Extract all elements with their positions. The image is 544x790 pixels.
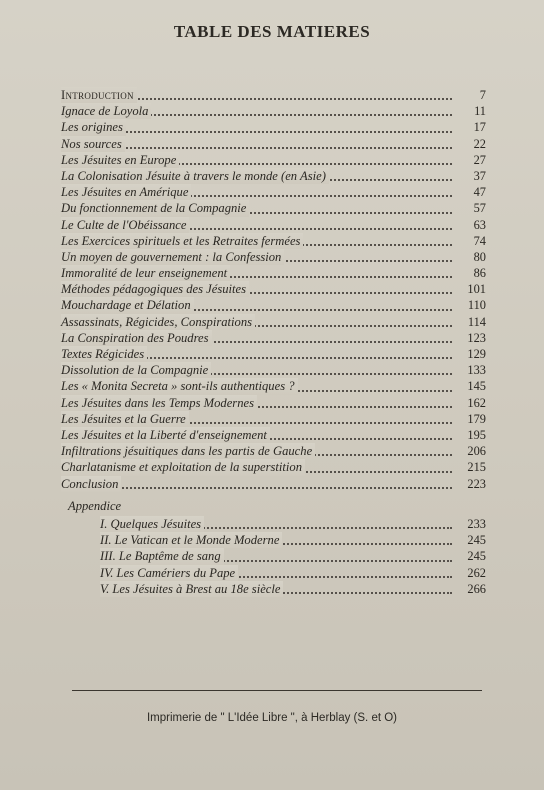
toc-entry-page: 110 [467, 298, 486, 313]
toc-entry [61, 362, 486, 378]
toc-entry-title: Les Jésuites et la Liberté d'enseignement [61, 427, 270, 443]
toc-entry [61, 87, 486, 103]
toc-entry-title: La Colonisation Jésuite à travers le monde (en Asie) [61, 168, 329, 184]
appendix-list [100, 516, 486, 597]
toc-entry-title: Introduction [61, 87, 137, 103]
appendix-entry-title: I. Quelques Jésuites [100, 516, 204, 532]
appendix-entry-page: 245 [467, 549, 486, 564]
toc-entry-page: 101 [467, 282, 486, 297]
toc-entry [61, 119, 486, 135]
toc-entry-title: Les origines [61, 119, 126, 135]
toc-entry-title: Du fonctionnement de la Compagnie [61, 200, 249, 216]
toc-entry [61, 281, 486, 297]
toc-entry-title: Les Jésuites en Europe [61, 152, 179, 168]
toc-entry [61, 395, 486, 411]
toc-entry-title: Les Exercices spirituels et les Retraites fermées [61, 233, 303, 249]
toc-entry [61, 217, 486, 233]
toc-entry [61, 346, 486, 362]
appendix-entry-page: 266 [467, 581, 486, 596]
toc-entry [61, 184, 486, 200]
printer-imprint: Imprimerie de " L'Idée Libre ", à Herblay (S. et O) [146, 712, 398, 724]
toc-entry-page: 129 [467, 347, 486, 361]
toc-entry-title: Dissolution de la Compagnie [61, 362, 211, 378]
page-title: TABLE DES MATIERES [173, 22, 371, 41]
toc-entry-page: 57 [473, 201, 486, 216]
footer-rule [72, 690, 482, 691]
toc-entry-title: Les Jésuites dans les Temps Modernes [61, 395, 257, 411]
toc-entry [61, 330, 486, 346]
toc-entry-page: 114 [467, 314, 486, 329]
toc-entry-title: Conclusion [61, 476, 121, 492]
toc-entry-page: 133 [467, 363, 486, 378]
toc-entry-page: 27 [473, 152, 486, 167]
toc-entry-page: 80 [473, 249, 486, 264]
toc-entry-page: 74 [473, 233, 486, 248]
appendix-entry [100, 548, 486, 564]
appendix-entry-title: V. Les Jésuites à Brest au 18e siècle [100, 581, 283, 597]
toc-entry-page: 22 [473, 136, 486, 151]
toc-entry-title: Le Culte de l'Obéissance [61, 217, 189, 233]
toc-entry-page: 123 [467, 330, 486, 345]
toc-entry-page: 11 [474, 104, 486, 119]
toc-entry-title: Méthodes pédagogiques des Jésuites [61, 281, 249, 297]
toc-entry [61, 476, 486, 492]
appendix-entry-title: II. Le Vatican et le Monde Moderne [100, 532, 282, 548]
toc-entry [61, 443, 486, 459]
toc-entry-page: 17 [473, 120, 486, 135]
toc-entry-title: Nos sources [61, 136, 125, 152]
toc-entry-page: 215 [467, 460, 486, 475]
appendix-entry [100, 565, 486, 581]
appendix-heading: Appendice [68, 499, 122, 513]
toc-entry-page: 47 [473, 185, 486, 200]
toc-entry-title: Mouchardage et Délation [61, 297, 194, 313]
toc-entry-title: La Conspiration des Poudres [61, 330, 212, 346]
toc-entry-title: Textes Régicides [61, 346, 147, 362]
toc-entry-page: 179 [467, 411, 486, 426]
appendix-entry [100, 532, 486, 548]
toc-entry-title: Ignace de Loyola [61, 103, 151, 119]
toc-entry [61, 314, 486, 330]
toc-entry-title: Assassinats, Régicides, Conspirations [61, 314, 255, 330]
appendix-entry [100, 516, 486, 532]
appendix-entry-title: III. Le Baptême de sang [100, 548, 224, 564]
toc-entry-page: 7 [479, 88, 486, 102]
toc-entry [61, 411, 486, 427]
toc-entry [61, 200, 486, 216]
toc-entry [61, 103, 486, 119]
toc-entry [61, 152, 486, 168]
table-of-contents [61, 87, 486, 492]
toc-entry-page: 206 [467, 444, 486, 459]
toc-entry [61, 459, 486, 475]
toc-entry [61, 427, 486, 443]
toc-entry-title: Immoralité de leur enseignement [61, 265, 230, 281]
toc-entry [61, 233, 486, 249]
toc-entry-page: 37 [473, 168, 486, 183]
appendix-entry-page: 233 [467, 517, 486, 531]
toc-entry-page: 86 [473, 266, 486, 281]
toc-entry-page: 162 [467, 395, 486, 410]
toc-entry-title: Les Jésuites en Amérique [61, 184, 191, 200]
toc-entry [61, 249, 486, 265]
toc-entry-title: Infiltrations jésuitiques dans les partis de Gauche [61, 443, 315, 459]
toc-entry-page: 223 [467, 476, 486, 491]
toc-entry [61, 136, 486, 152]
toc-entry [61, 378, 486, 394]
appendix-entry-title: IV. Les Camériers du Pape [100, 565, 238, 581]
toc-entry-page: 63 [473, 217, 486, 232]
appendix-entry-page: 262 [467, 565, 486, 580]
toc-entry-page: 145 [467, 379, 486, 394]
toc-entry-title: Charlatanisme et exploitation de la superstition [61, 459, 305, 475]
toc-entry [61, 265, 486, 281]
toc-entry-title: Les Jésuites et la Guerre [61, 411, 189, 427]
appendix-entry-page: 245 [467, 533, 486, 548]
toc-entry [61, 168, 486, 184]
toc-entry-title: Un moyen de gouvernement : la Confession [61, 249, 284, 265]
toc-entry-page: 195 [467, 427, 486, 442]
toc-entry [61, 297, 486, 313]
appendix-entry [100, 581, 486, 597]
toc-entry-title: Les « Monita Secreta » sont-ils authentiques ? [61, 378, 298, 394]
